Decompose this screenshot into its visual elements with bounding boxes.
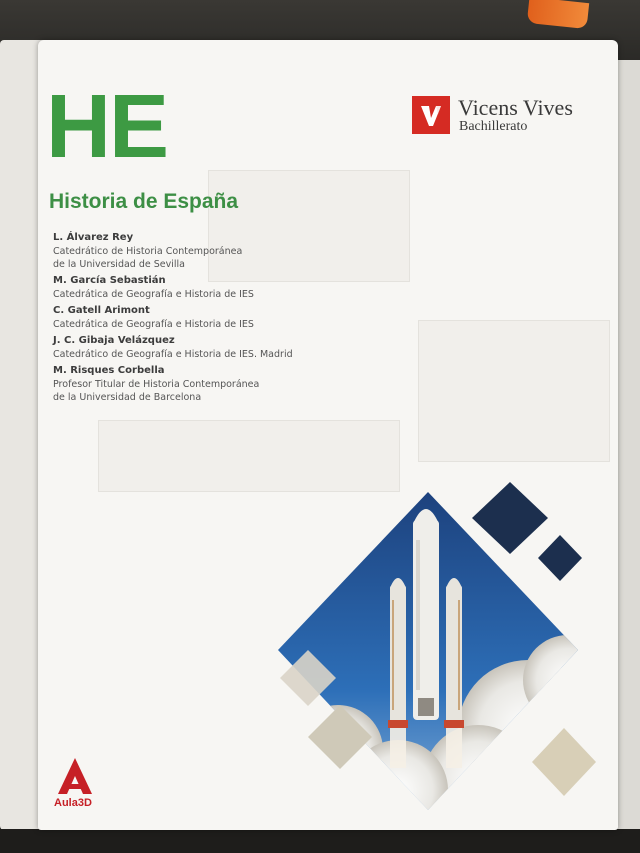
author-role: Profesor Titular de Historia Contemporánea bbox=[53, 379, 260, 390]
author-role: Catedrático de Geografía e Historia de IES. Madrid bbox=[53, 349, 293, 360]
rocket-image bbox=[278, 480, 618, 830]
author-entry bbox=[53, 364, 373, 404]
author-role: Catedrática de Geografía e Historia de IES bbox=[53, 289, 254, 300]
publisher-line: Bachillerato bbox=[459, 119, 528, 134]
publisher-name: Vicens Vives bbox=[458, 95, 573, 120]
navy-diamond bbox=[472, 482, 548, 554]
vicens-vives-logo-icon bbox=[412, 96, 450, 134]
author-entry bbox=[53, 334, 373, 361]
author-name: C. Gatell Arimont bbox=[53, 305, 150, 316]
author-entry bbox=[53, 231, 373, 271]
imprint-label: Aula3D bbox=[54, 797, 92, 809]
author-name: L. Álvarez Rey bbox=[53, 232, 134, 243]
author-role: Catedrático de Historia Contemporánea bbox=[53, 246, 243, 257]
he-logo: HE bbox=[46, 77, 168, 177]
navy-diamond bbox=[538, 535, 582, 581]
book-cover-page bbox=[38, 40, 618, 830]
author-entry bbox=[53, 274, 373, 301]
bleed-through-box bbox=[418, 320, 610, 462]
author-name: M. Risques Corbella bbox=[53, 365, 165, 376]
author-entry bbox=[53, 304, 373, 331]
table-bottom bbox=[0, 829, 640, 853]
author-list bbox=[53, 231, 373, 407]
publisher-block bbox=[412, 96, 612, 136]
author-name: M. García Sebastián bbox=[53, 275, 166, 286]
author-role: de la Universidad de Sevilla bbox=[53, 259, 185, 270]
author-role: Catedrática de Geografía e Historia de IES bbox=[53, 319, 254, 330]
author-role: de la Universidad de Barcelona bbox=[53, 392, 202, 403]
author-name: J. C. Gibaja Velázquez bbox=[53, 335, 175, 346]
book-title: Historia de España bbox=[49, 190, 239, 213]
